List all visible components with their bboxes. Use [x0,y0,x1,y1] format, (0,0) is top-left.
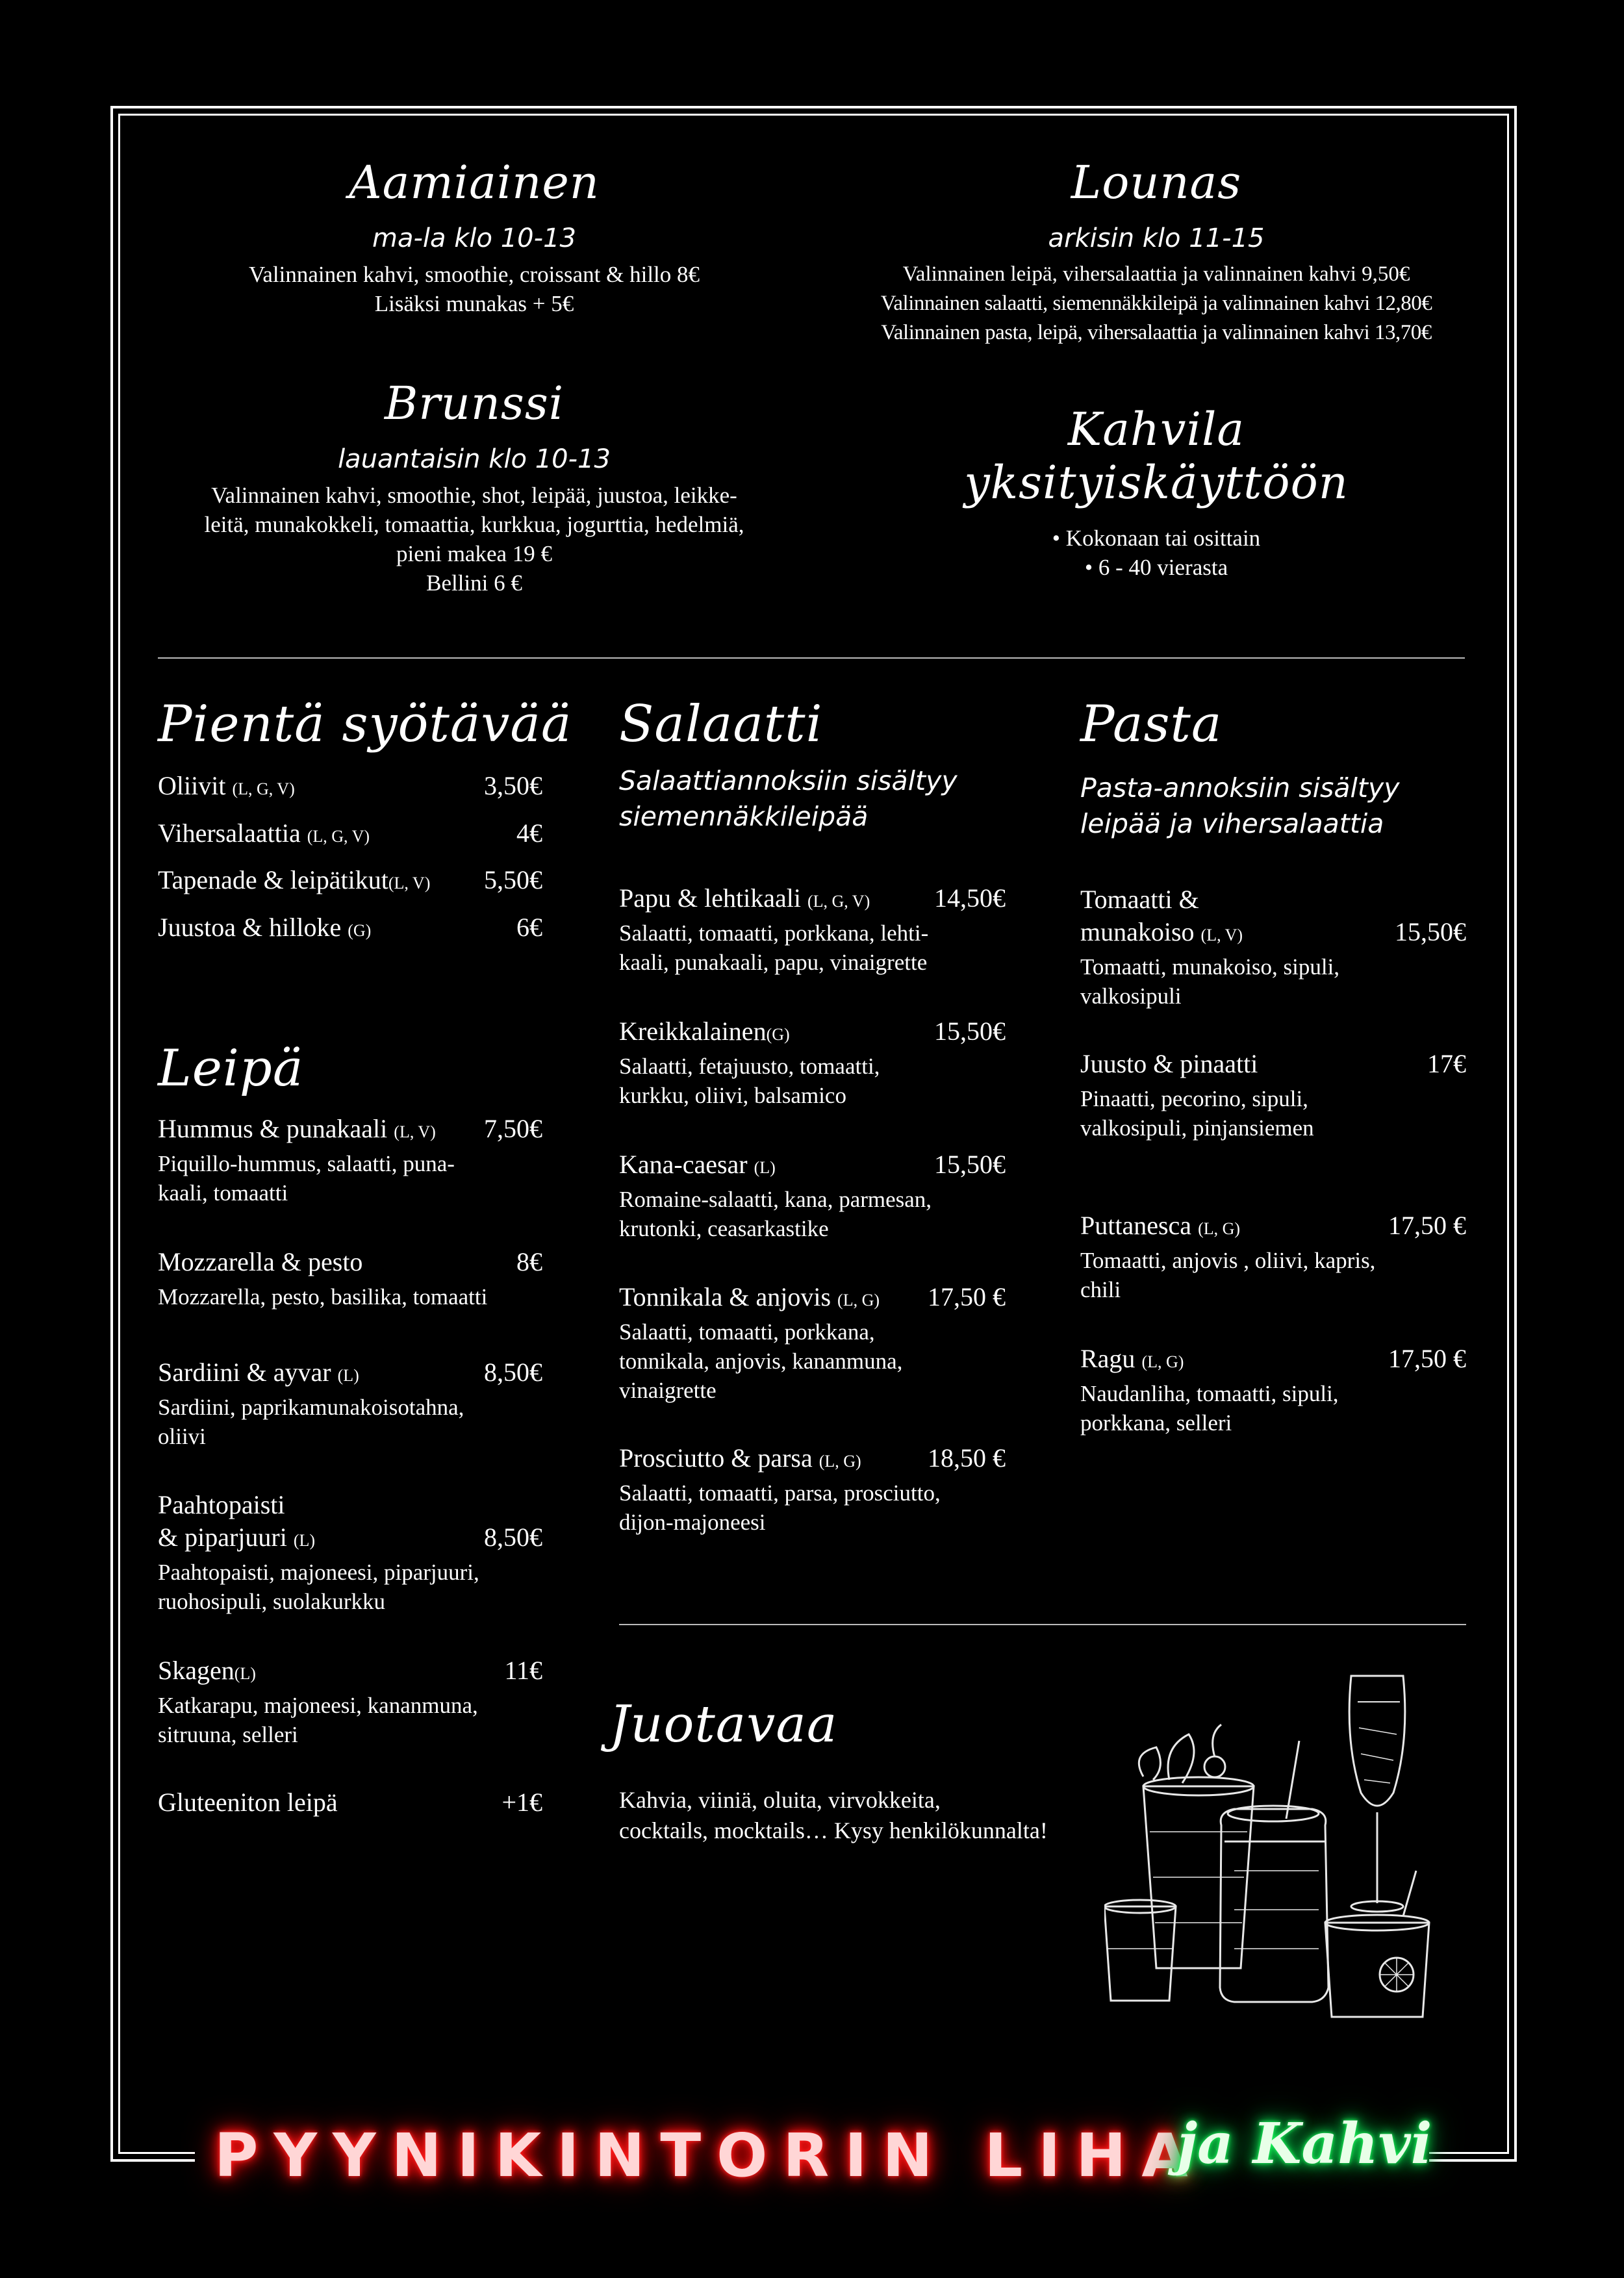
item-price: 8,50€ [484,1523,542,1552]
brunssi-title: Brunssi [384,377,565,430]
salaatti-title: Salaatti [619,695,823,753]
brunssi-line: Bellini 6 € [426,570,522,596]
item-desc: sitruuna, selleri [158,1722,298,1747]
menu-item [1080,883,1466,1011]
aamiainen-line: Valinnainen kahvi, smoothie, croissant & hillo 8€ [248,262,700,287]
kahvila-title-line1: Kahvila [1067,403,1245,456]
brunssi-line: pieni makea 19 € [396,541,553,566]
item-desc: Sardiini, paprikamunakoisotahna, [158,1395,464,1420]
item-price: 15,50€ [934,1150,1006,1179]
item-desc: Mozzarella, pesto, basilika, tomaatti [158,1284,488,1310]
kahvila-line: • 6 - 40 vierasta [1084,555,1228,580]
menu-item [158,1246,542,1311]
item-desc: Salaatti, tomaatti, porkkana, [619,1319,875,1345]
item-price: 17,50 € [1388,1211,1466,1240]
lounas-hours: arkisin klo 11-15 [1048,223,1265,253]
item-desc: porkkana, selleri [1080,1410,1232,1436]
shot-glass-icon [1104,1906,1176,2001]
aamiainen-section [162,156,786,318]
item-diet: (L) [293,1531,316,1550]
item-diet: (L, G) [1141,1352,1184,1371]
item-name: Mozzarella & pesto [158,1247,363,1276]
item-desc: oliivi [158,1424,206,1449]
juotavaa-line: Kahvia, viiniä, oluita, virvokkeita, [619,1787,941,1813]
item-desc: vinaigrette [619,1378,717,1403]
item-desc: kurkku, oliivi, balsamico [619,1083,846,1108]
menu-item [158,1786,542,1819]
item-price: 7,50€ [484,1114,542,1143]
item-desc: Romaine-salaatti, kana, parmesan, [619,1187,932,1212]
item-name: Tomaatti & [1080,885,1199,914]
lounas-line: Valinnainen salaatti, siemennäkkileipä ja valinnainen kahvi 12,80€ [880,292,1432,315]
champagne-glass-icon [1349,1676,1405,1806]
kahvila-section [864,403,1449,582]
item-price: 6€ [516,913,542,942]
aamiainen-title: Aamiainen [349,156,600,209]
item-desc: Tomaatti, anjovis , oliivi, kapris, [1080,1248,1376,1273]
item-name: Gluteeniton leipä [158,1788,338,1817]
item-price: 14,50€ [934,883,1006,913]
brunssi-section [149,377,799,598]
menu-item [158,1113,542,1208]
item-name: Oliivit [158,771,226,800]
item-name: Papu & lehtikaali [619,883,801,913]
menu-item [158,864,542,896]
brunssi-hours: lauantaisin klo 10-13 [338,444,611,474]
divider-drinks [619,1624,1466,1625]
item-diet: (L, G) [837,1291,880,1310]
kahvila-title-line2: yksityiskäyttöön [964,456,1349,509]
menu-item [158,1489,542,1616]
item-price: +1€ [501,1788,542,1817]
item-name: & piparjuuri [158,1523,287,1552]
item-diet: (L) [337,1366,359,1385]
item-desc: Katkarapu, majoneesi, kananmuna, [158,1693,478,1718]
logo-main: PYYNIKINTORIN LIHA [214,2121,1204,2190]
item-diet: (L, V) [394,1122,436,1141]
logo-script: ja Kahvi [1177,2111,1432,2177]
item-price: 11€ [504,1656,542,1685]
item-desc: Salaatti, tomaatti, porkkana, lehti- [619,920,929,946]
item-name: Tapenade & leipätikut [158,865,388,894]
item-name: Juusto & pinaatti [1080,1049,1258,1078]
item-desc: Tomaatti, munakoiso, sipuli, [1080,954,1340,980]
salaatti-subtitle: Salaattiannoksiin sisältyy siemennäkkileipää [619,765,958,832]
item-name: Tonnikala & anjovis [619,1282,831,1311]
item-name: Vihersalaattia [158,818,301,848]
item-desc: Naudanliha, tomaatti, sipuli, [1080,1381,1339,1406]
item-name: Hummus & punakaali [158,1114,388,1143]
item-name: Skagen [158,1656,235,1685]
menu-item [1080,1048,1466,1143]
item-name: Puttanesca [1080,1211,1192,1240]
item-desc: valkosipuli, pinjansiemen [1080,1115,1314,1141]
item-name: Prosciutto & parsa [619,1443,813,1473]
item-diet: (L, V) [388,874,431,892]
drinks-illustration [1104,1663,1468,2033]
item-price: 4€ [516,818,542,848]
item-price: 3,50€ [484,771,542,800]
item-diet: (G) [348,921,372,940]
item-desc: dijon-majoneesi [619,1510,766,1535]
menu-item [619,1148,1006,1243]
item-desc: Pinaatti, pecorino, sipuli, [1080,1086,1308,1111]
item-name: Sardiini & ayvar [158,1358,331,1387]
menu-item [158,911,542,944]
item-price: 17,50 € [1388,1344,1466,1373]
item-price: 5,50€ [484,865,542,894]
item-price: 18,50 € [928,1443,1006,1473]
item-diet: (L, G, V) [807,892,870,911]
item-name: Juustoa & hilloke [158,913,342,942]
divider-top [158,657,1465,659]
brunssi-line: leitä, munakokkeli, tomaattia, kurkkua, jogurttia, hedelmiä, [204,512,744,537]
item-name: Ragu [1080,1344,1136,1373]
juotavaa-text [619,1785,1048,1846]
item-name: Kreikkalainen [619,1017,767,1046]
menu-item [158,1654,542,1749]
item-diet: (L, V) [1200,926,1243,944]
item-desc: Salaatti, fetajuusto, tomaatti, [619,1054,880,1079]
item-diet: (L) [234,1664,256,1683]
item-desc: ruohosipuli, suolakurkku [158,1589,385,1614]
lounas-line: Valinnainen leipä, vihersalaattia ja valinnainen kahvi 9,50€ [902,262,1410,286]
item-price: 8,50€ [484,1358,542,1387]
menu-item [619,1442,1006,1537]
item-desc: krutonki, ceasarkastike [619,1216,829,1241]
item-name: Paahtopaisti [158,1490,285,1519]
kahvila-line: • Kokonaan tai osittain [1052,525,1261,551]
menu-item [1080,1209,1466,1304]
item-desc: Piquillo-hummus, salaatti, puna- [158,1151,455,1176]
item-diet: (G) [766,1025,790,1044]
item-desc: Salaatti, tomaatti, parsa, prosciutto, [619,1480,941,1506]
item-diet: (L, G, V) [307,827,370,846]
jar-icon [1220,1809,1328,2002]
item-diet: (L, G, V) [232,779,295,798]
item-name: munakoiso [1080,917,1195,946]
item-price: 17,50 € [928,1282,1006,1311]
item-desc: chili [1080,1277,1121,1302]
menu-item [619,1281,1006,1405]
aamiainen-hours: ma-la klo 10-13 [372,223,576,253]
item-diet: (L, G) [1198,1219,1241,1238]
lounas-section [799,156,1514,348]
menu-item [158,770,542,802]
lounas-line: Valinnainen pasta, leipä, vihersalaattia ja valinnainen kahvi 13,70€ [881,321,1432,344]
item-desc: Paahtopaisti, majoneesi, piparjuuri, [158,1560,479,1585]
juotavaa-line: cocktails, mocktails… Kysy henkilökunnalta! [619,1817,1048,1843]
item-name: Kana-caesar [619,1150,748,1179]
lounas-title: Lounas [1071,156,1242,209]
menu-item [619,1015,1006,1110]
item-price: 15,50€ [934,1017,1006,1046]
pasta-subtitle: Pasta-annoksiin sisältyy leipää ja vihersalaattia [1080,772,1400,839]
item-price: 17€ [1427,1049,1466,1078]
item-price: 15,50€ [1395,917,1466,946]
item-desc: valkosipuli [1080,983,1182,1009]
juotavaa-title: Juotavaa [609,1695,838,1754]
leipa-title: Leipä [158,1039,304,1098]
aamiainen-line: Lisäksi munakas + 5€ [374,291,574,316]
menu-item [1080,1343,1466,1437]
menu-item [158,1356,542,1451]
menu-item [158,817,542,850]
menu-item [619,882,1006,977]
pienta-title: Pientä syötävää [158,695,572,753]
item-diet: (L, G) [818,1452,861,1471]
item-diet: (L) [754,1158,776,1177]
pasta-title: Pasta [1080,695,1223,753]
brunssi-line: Valinnainen kahvi, smoothie, shot, leipää, juustoa, leikke- [211,483,737,508]
item-price: 8€ [516,1247,542,1276]
item-desc: tonnikala, anjovis, kananmuna, [619,1348,903,1374]
item-desc: kaali, punakaali, papu, vinaigrette [619,950,928,975]
item-desc: kaali, tomaatti [158,1180,288,1206]
